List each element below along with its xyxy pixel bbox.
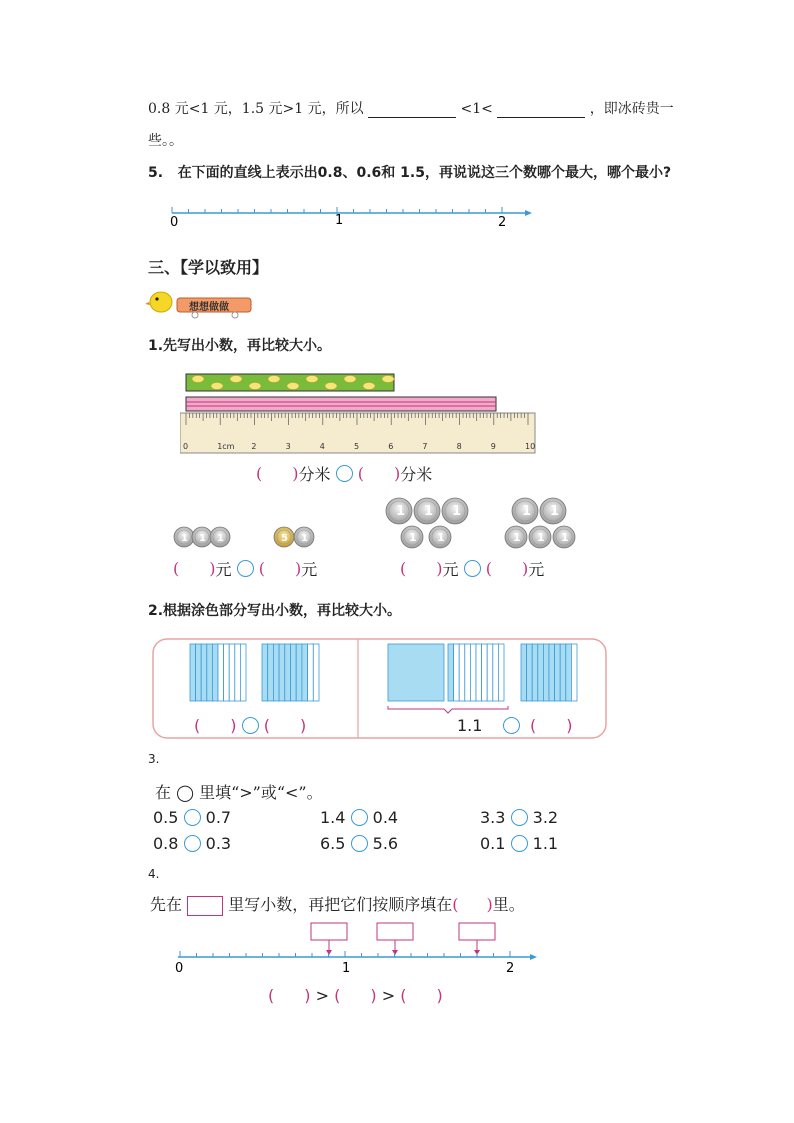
q4-answer-line: 0.8 元<1 元，1.5 元>1 元，所以 <1< ，即冰砖贵一 (148, 101, 674, 117)
ruler-figure (180, 372, 540, 456)
ruler-label: 0 (183, 442, 189, 451)
svg-text:1: 1 (550, 504, 560, 519)
svg-text:1: 1 (409, 531, 417, 544)
spot (344, 376, 356, 383)
svg-text:1: 1 (301, 533, 308, 544)
p3-row-1: 0.5 0.7 (153, 808, 232, 827)
grid-strip (229, 644, 235, 701)
p3-instruction: 在 ◯ 里填“>”或“<”。 (155, 783, 323, 802)
grid-strip (543, 644, 549, 701)
svg-text:1: 1 (181, 533, 188, 544)
p2-right-answer: 1.1 ( ) (457, 716, 573, 735)
grid-strip (201, 644, 207, 701)
spot (287, 383, 299, 390)
answer-box[interactable] (311, 923, 347, 940)
answer-box[interactable] (377, 923, 413, 940)
p2-left-answer: ( ) ( ) (194, 716, 307, 735)
svg-text:1: 1 (424, 504, 434, 519)
svg-text:1: 1 (217, 533, 224, 544)
compare-circle[interactable] (351, 809, 368, 826)
grid-strip (527, 644, 533, 701)
grid-strip (262, 644, 268, 701)
q5-question: 5. 在下面的直线上表示出0.8、0.6和 1.5，再说说这三个数哪个最大，哪个最小? (148, 165, 672, 181)
p4-label-1: 1 (342, 961, 351, 975)
p3-row-2-b: 6.5 5.6 (320, 834, 399, 853)
ruler-label: 4 (319, 442, 325, 451)
ruler-label: 1cm (217, 442, 235, 451)
compare-circle[interactable] (184, 809, 201, 826)
ruler-label: 9 (490, 442, 496, 451)
grid-strip (224, 644, 230, 701)
ruler-label: 8 (456, 442, 462, 451)
coins-figure (170, 495, 590, 550)
p4-order-row: ( ) > ( ) > ( ) (268, 986, 443, 1005)
q5-label-1: 1 (335, 213, 344, 228)
spot (382, 376, 394, 383)
grid-strip (190, 644, 196, 701)
svg-text:5: 5 (281, 533, 288, 544)
spot (268, 376, 280, 383)
ruler-label: 7 (422, 442, 428, 451)
grid-strip (498, 644, 504, 701)
grid-strip (273, 644, 279, 701)
grid-strip (296, 644, 302, 701)
pink-bar (186, 397, 496, 411)
grid-strip (571, 644, 577, 701)
grid-strip (459, 644, 465, 701)
compare-circle[interactable] (351, 835, 368, 852)
compare-circle[interactable] (511, 835, 528, 852)
grid-strip (448, 644, 454, 701)
compare-circle[interactable] (242, 717, 259, 734)
svg-text:1: 1 (561, 531, 569, 544)
spot (363, 383, 375, 390)
grid-strip (218, 644, 224, 701)
full-square (388, 644, 444, 701)
spot (230, 376, 242, 383)
answer-box[interactable] (459, 923, 495, 940)
grid-strip (313, 644, 319, 701)
grid-strip (291, 644, 297, 701)
answer-blank-2[interactable] (497, 103, 585, 118)
grid-strip (538, 644, 544, 701)
svg-text:1: 1 (452, 504, 462, 519)
compare-circle[interactable] (237, 560, 254, 577)
p3-row-1-b: 1.4 0.4 (320, 808, 399, 827)
p3-row-2: 0.8 0.3 (153, 834, 232, 853)
p4-label-2: 2 (506, 961, 515, 975)
svg-text:1: 1 (437, 531, 445, 544)
p4-instruction: 先在 里写小数，再把它们按顺序填在( )里。 (150, 895, 525, 914)
grid-strip (555, 644, 561, 701)
p1-compare-row-1: ( )分米 ( )分米 (256, 464, 433, 484)
grid-strip (521, 644, 527, 701)
ruler-label: 10 (525, 442, 536, 451)
grid-strip (285, 644, 291, 701)
spot (249, 383, 261, 390)
p4-label-0: 0 (175, 961, 184, 975)
svg-text:1: 1 (522, 504, 532, 519)
svg-text:1: 1 (513, 531, 521, 544)
grid-strip (235, 644, 241, 701)
q5-label-2: 2 (498, 215, 507, 230)
compare-circle[interactable] (184, 835, 201, 852)
svg-text:1: 1 (537, 531, 545, 544)
box-icon (187, 896, 223, 916)
grid-strip (268, 644, 274, 701)
spot (211, 383, 223, 390)
grid-strip (302, 644, 308, 701)
compare-circle[interactable] (503, 717, 520, 734)
p3-row-2-c: 0.1 1.1 (480, 834, 559, 853)
q5-label-0: 0 (170, 215, 179, 230)
p1-title: 1.先写出小数，再比较大小。 (148, 338, 332, 354)
grid-strip (566, 644, 572, 701)
grid-strip (487, 644, 493, 701)
p1-compare-row-3: ( )元 ( )元 (400, 559, 545, 579)
section-title: 三、【学以致用】 (148, 258, 269, 277)
p1-compare-row-2: ( )元 ( )元 (173, 559, 318, 579)
p3-row-1-c: 3.3 3.2 (480, 808, 559, 827)
spot (306, 376, 318, 383)
answer-slot[interactable] (364, 467, 394, 481)
ruler-label: 2 (251, 442, 257, 451)
grid-strip (476, 644, 482, 701)
grid-strip (482, 644, 488, 701)
spot (325, 383, 337, 390)
answer-slot[interactable] (262, 467, 292, 481)
grid-strip (454, 644, 460, 701)
banner-label: 想想做做 (189, 302, 229, 313)
grid-strip (308, 644, 314, 701)
think-do-banner (145, 288, 255, 320)
ruler-label: 6 (388, 442, 394, 451)
answer-blank-1[interactable] (368, 103, 456, 118)
grid-strip (465, 644, 471, 701)
grid-strip (549, 644, 555, 701)
compare-circle[interactable] (511, 809, 528, 826)
grid-strip (279, 644, 285, 701)
svg-text:1: 1 (396, 504, 406, 519)
grid-strip (212, 644, 218, 701)
compare-circle[interactable] (336, 465, 353, 482)
p3-number: 3. (148, 752, 160, 766)
grid-strip (532, 644, 538, 701)
grid-strip (493, 644, 499, 701)
grid-strip (196, 644, 202, 701)
grid-strip (240, 644, 246, 701)
grid-strip (560, 644, 566, 701)
svg-text:1: 1 (199, 533, 206, 544)
spot (192, 376, 204, 383)
ruler-label: 5 (354, 442, 360, 451)
compare-circle[interactable] (464, 560, 481, 577)
p4-number: 4. (148, 867, 160, 881)
grid-strip (470, 644, 476, 701)
ruler-label: 3 (285, 442, 291, 451)
p2-title: 2.根据涂色部分写出小数，再比较大小。 (148, 603, 402, 619)
q4-answer-line-cont: 些。。 (148, 133, 183, 149)
grid-strip (207, 644, 213, 701)
p4-number-line[interactable] (170, 920, 550, 975)
q5-number-line[interactable] (160, 200, 540, 230)
